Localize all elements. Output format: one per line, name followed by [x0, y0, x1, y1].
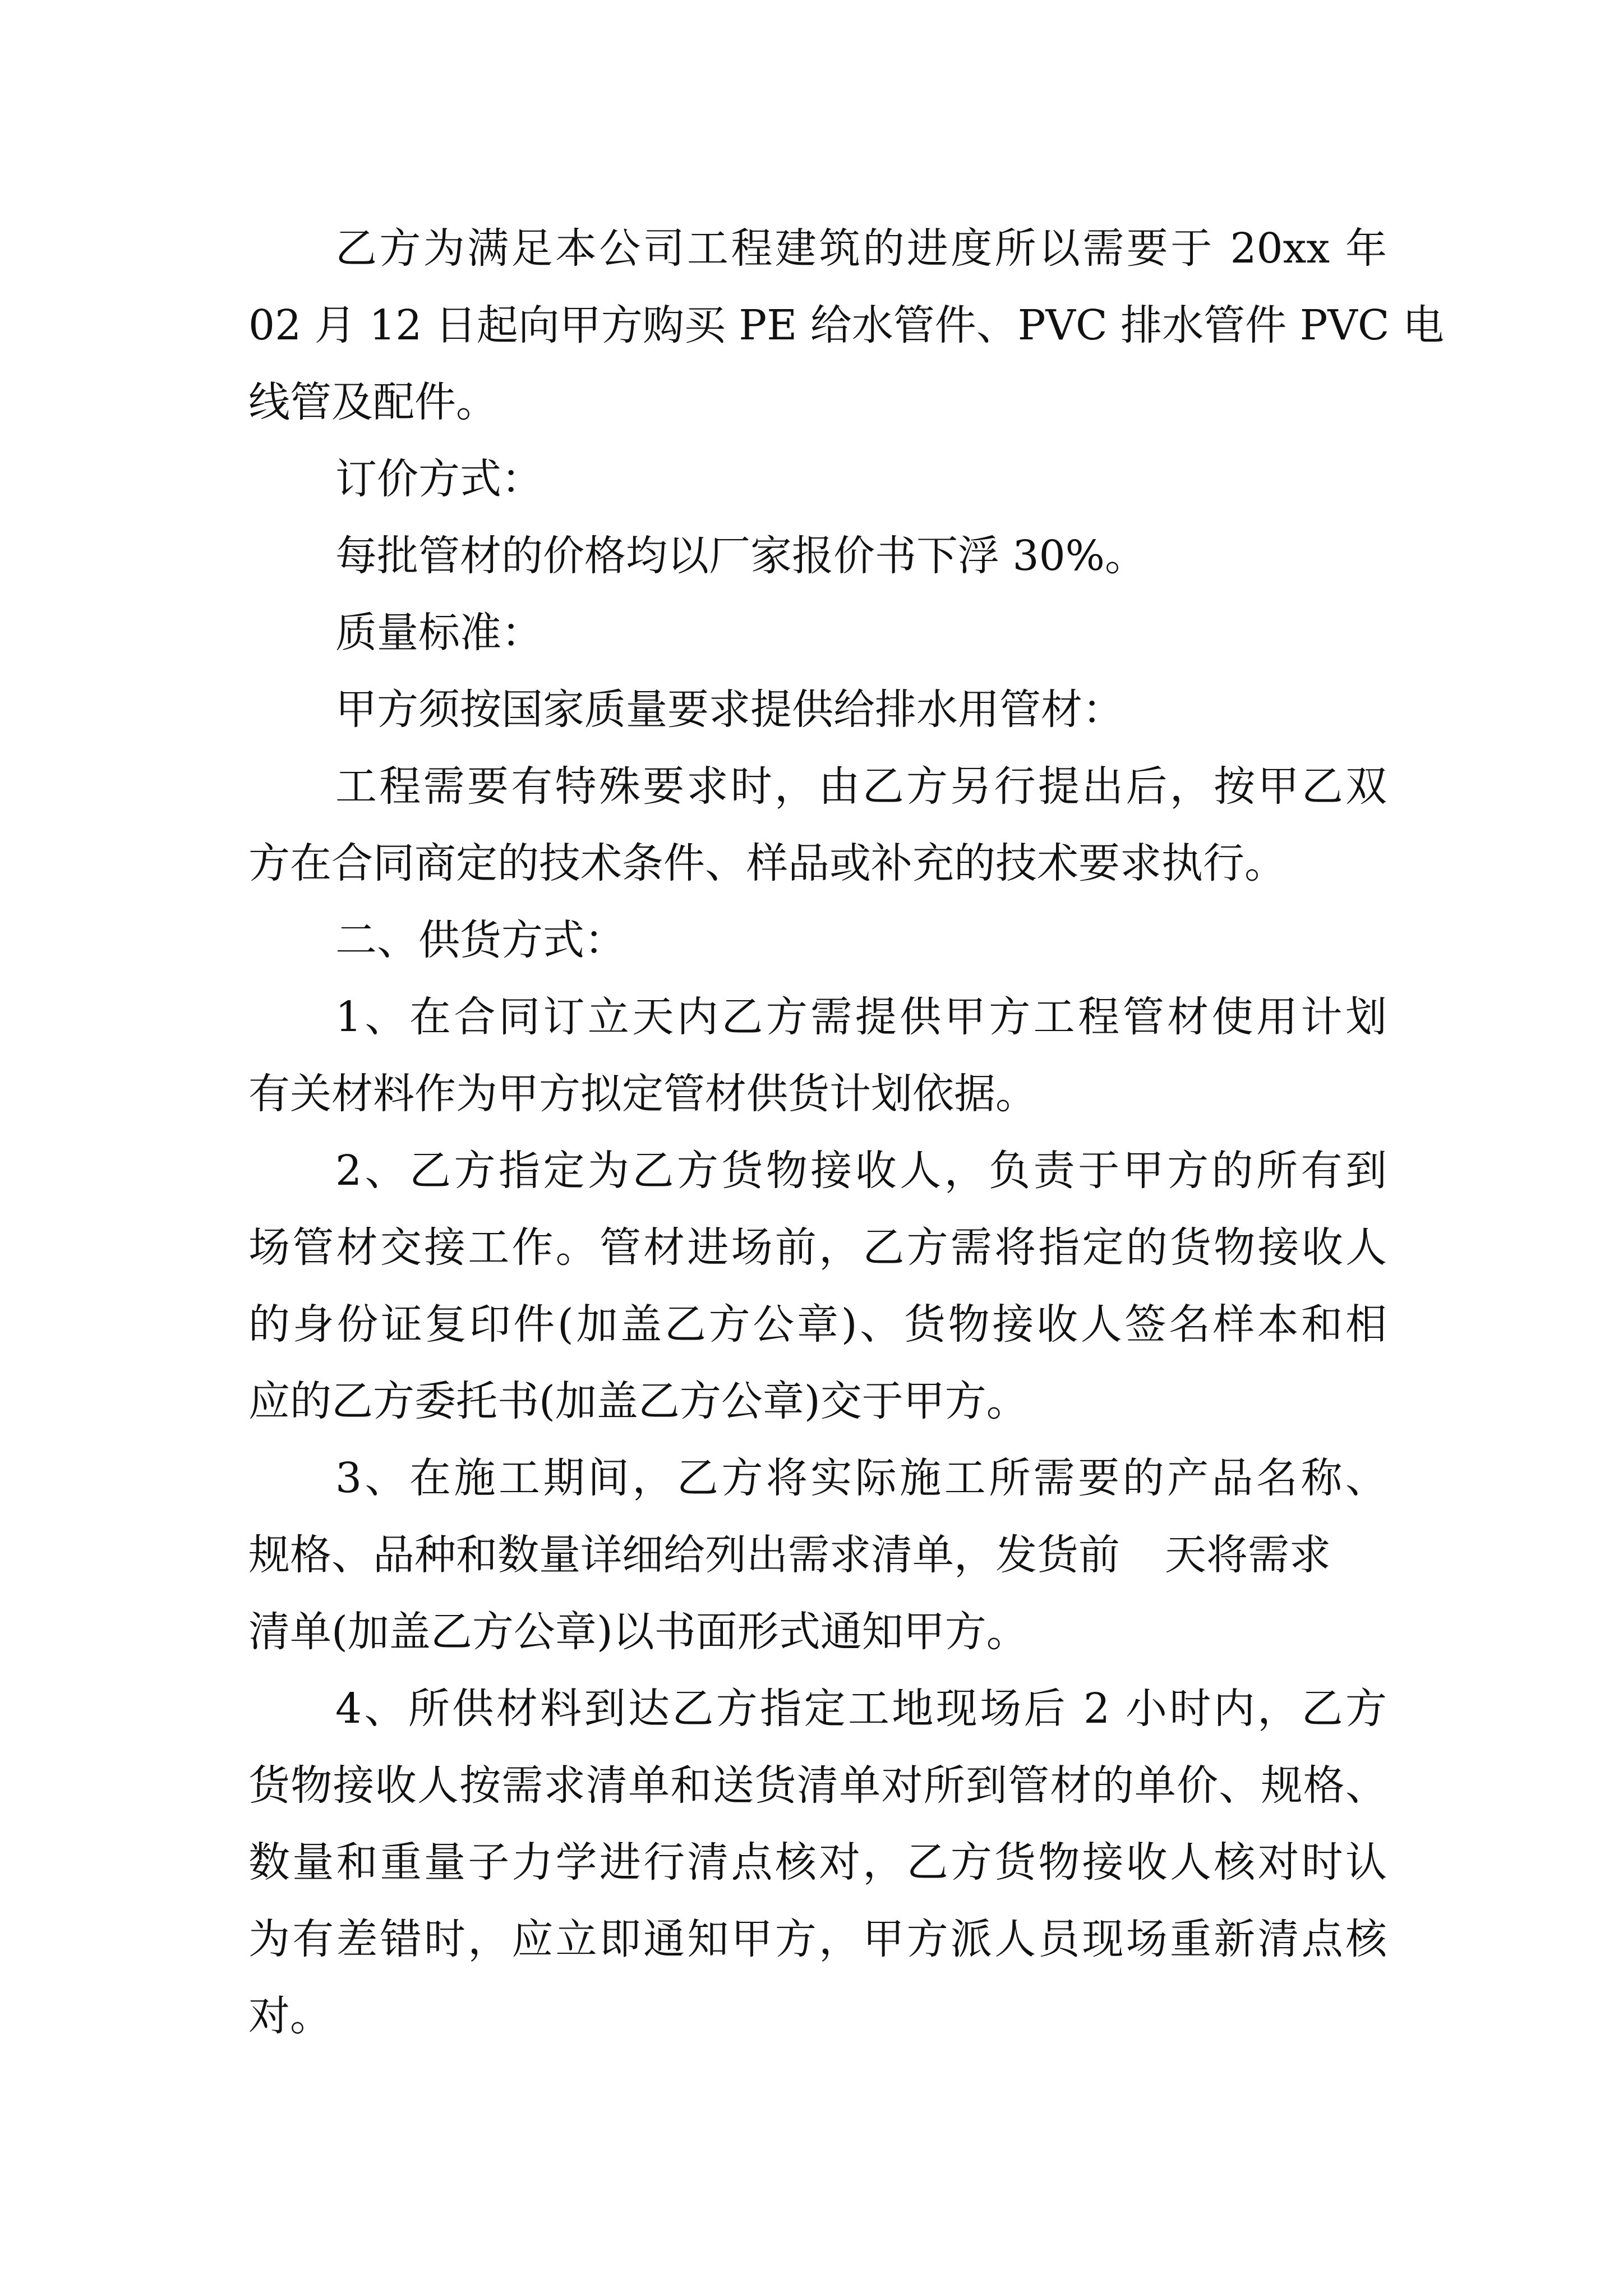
paragraph-line: 02 月 12 日起向甲方购买 PE 给水管件、PVC 排水管件 PVC 电	[248, 301, 1445, 349]
paragraph-line: 场管材交接工作。管材进场前，乙方需将指定的货物接收人	[248, 1223, 1387, 1272]
paragraph-line: 线管及配件。	[248, 378, 497, 426]
paragraph-line: 乙方为满足本公司工程建筑的进度所以需要于 20xx 年	[335, 224, 1387, 273]
paragraph-line-part: 天将需求	[1165, 1531, 1331, 1579]
paragraph-line: 3、在施工期间，乙方将实际施工所需要的产品名称、	[335, 1454, 1387, 1502]
paragraph-line: 为有差错时，应立即通知甲方，甲方派人员现场重新清点核	[248, 1915, 1387, 1963]
paragraph-line: 对。	[248, 1992, 331, 2040]
paragraph-line: 方在合同商定的技术条件、样品或补充的技术要求执行。	[248, 839, 1286, 887]
paragraph-line-part: 规格、品种和数量详细给列出需求清单，发货前	[248, 1531, 1120, 1579]
paragraph-line: 甲方须按国家质量要求提供给排水用管材：	[335, 685, 1124, 734]
paragraph-line: 应的乙方委托书(加盖乙方公章)交于甲方。	[248, 1377, 1028, 1425]
section-heading: 质量标准：	[335, 609, 543, 657]
section-heading: 二、供货方式：	[335, 916, 626, 964]
paragraph-line: 清单(加盖乙方公章)以书面形式通知甲方。	[248, 1608, 1028, 1656]
paragraph-line: 1、在合同订立天内乙方需提供甲方工程管材使用计划	[335, 993, 1387, 1041]
paragraph-line: 货物接收人按需求清单和送货清单对所到管材的单价、规格、	[248, 1761, 1387, 1810]
paragraph-line: 的身份证复印件(加盖乙方公章)、货物接收人签名样本和相	[248, 1300, 1387, 1349]
paragraph-line: 2、乙方指定为乙方货物接收人，负责于甲方的所有到	[335, 1147, 1387, 1195]
paragraph-line	[248, 1517, 1387, 1594]
paragraph-line: 有关材料作为甲方拟定管材供货计划依据。	[248, 1070, 1037, 1118]
document-body	[248, 210, 1445, 2055]
paragraph-line: 每批管材的价格均以厂家报价书下浮 30%。	[335, 532, 1146, 580]
paragraph-line: 工程需要有特殊要求时，由乙方另行提出后，按甲乙双	[335, 762, 1387, 811]
paragraph-line: 数量和重量子力学进行清点核对，乙方货物接收人核对时认	[248, 1838, 1387, 1887]
section-heading: 订价方式：	[335, 455, 543, 503]
paragraph-line: 4、所供材料到达乙方指定工地现场后 2 小时内，乙方	[335, 1685, 1387, 1733]
